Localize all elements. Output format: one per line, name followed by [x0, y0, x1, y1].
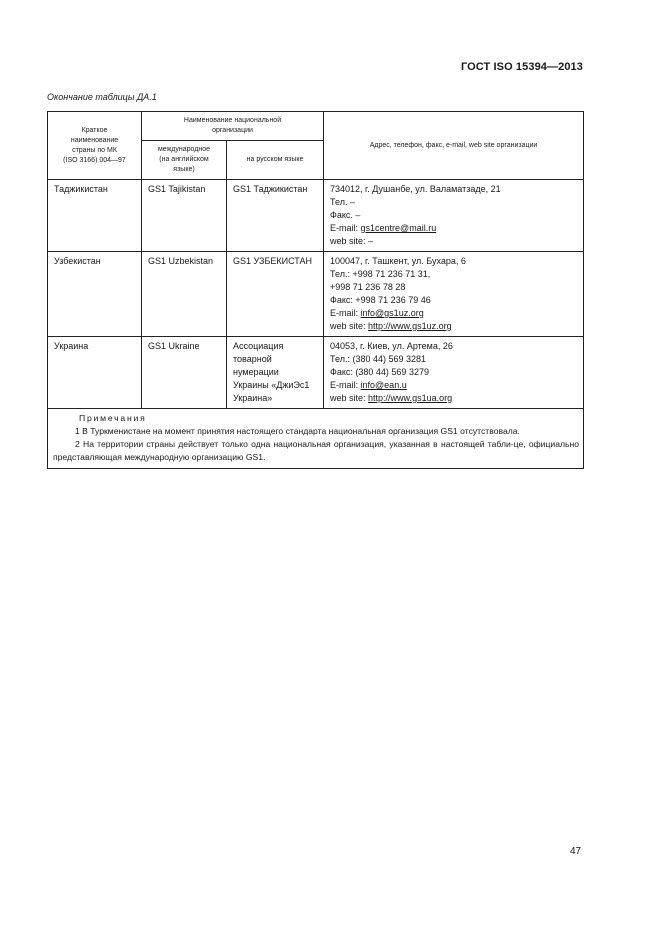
cell-international: GS1 Tajikistan: [142, 180, 227, 252]
cell-country: Таджикистан: [48, 180, 142, 252]
email-label: E-mail:: [330, 223, 361, 233]
web-label: web site:: [330, 321, 369, 331]
web-line: [330, 235, 578, 248]
address-line: 734012, г. Душанбе, ул. Валаматзаде, 21: [330, 184, 501, 194]
header-org-line: организации: [212, 127, 253, 134]
address-line: Тел.: (380 44) 569 3281: [330, 354, 427, 364]
cell-russian-line: GS1 УЗБЕКИСТАН: [233, 256, 312, 266]
cell-russian: [227, 337, 324, 409]
email-line: [330, 379, 578, 392]
email-line: [330, 222, 578, 235]
cell-russian: [227, 252, 324, 337]
header-international: [142, 141, 227, 180]
cell-russian-line: Украины «ДжиЭс1: [233, 380, 310, 390]
cell-russian-line: товарной: [233, 354, 272, 364]
header-org-name: [142, 112, 324, 141]
doc-header: ГОСТ ISO 15394—2013: [460, 61, 583, 73]
header-country-line: страны по МК: [72, 146, 117, 154]
page-number: 47: [570, 846, 582, 857]
cell-country: Узбекистан: [48, 252, 142, 337]
header-country: [48, 112, 142, 180]
note-item: 1 В Туркменистане на момент принятия настоящего стандарта национальная организация GS1 отсутствовала.: [75, 426, 520, 436]
web-link[interactable]: http://www.gs1ua.org: [368, 393, 453, 403]
web-line: [330, 320, 578, 333]
header-org-line: Наименование национальной: [183, 117, 282, 124]
notes-row: [48, 409, 584, 469]
header-intl-line: языке): [173, 166, 195, 173]
notes-title: Примечания: [79, 413, 147, 423]
address-line: +998 71 236 78 28: [330, 282, 406, 292]
cell-address: [324, 337, 584, 409]
cell-russian-line: нумерации: [233, 367, 279, 377]
address-line: Факс: (380 44) 569 3279: [330, 367, 429, 377]
header-country-line: (ISO 3166) 004—97: [63, 156, 126, 164]
email-line: [330, 307, 578, 320]
email-link[interactable]: info@gs1uz.org: [360, 308, 424, 318]
notes-cell: [48, 409, 584, 469]
table-caption: Окончание таблицы ДА.1: [47, 92, 157, 102]
header-intl-line: (на английском: [159, 156, 209, 163]
note-item: 2 На территории страны действует только одна национальная организация, указанная в настоящей табли-це, официально представляющая международную организацию GS1.: [53, 439, 580, 462]
email-label: E-mail:: [330, 380, 361, 390]
table-row: [48, 252, 584, 337]
cell-international: GS1 Uzbekistan: [142, 252, 227, 337]
address-line: Тел. –: [330, 197, 355, 207]
header-country-line: наименование: [70, 136, 119, 144]
cell-international: GS1 Ukraine: [142, 337, 227, 409]
table-row: [48, 180, 584, 252]
email-link[interactable]: gs1centre@mail.ru: [360, 223, 437, 233]
header-country-line: Краткое: [81, 126, 108, 134]
cell-russian-line: GS1 Таджикистан: [233, 184, 308, 194]
web-label: web site:: [330, 393, 369, 403]
header-address: Адрес, телефон, факс, e-mail, web site организации: [324, 112, 584, 180]
email-label: E-mail:: [330, 308, 361, 318]
web-line: [330, 392, 578, 405]
address-line: Факс: +998 71 236 79 46: [330, 295, 431, 305]
address-line: 100047, г. Ташкент, ул. Бухара, 6: [330, 256, 466, 266]
table-row: [48, 337, 584, 409]
cell-russian: [227, 180, 324, 252]
cell-address: [324, 252, 584, 337]
email-link[interactable]: info@ean.u: [360, 380, 407, 390]
cell-country: Украина: [48, 337, 142, 409]
address-line: Факс. –: [330, 210, 361, 220]
web-label: web site: –: [330, 236, 374, 246]
header-intl-line: международное: [157, 146, 211, 153]
gs1-organizations-table: [47, 111, 584, 469]
cell-russian-line: Украина»: [233, 393, 273, 403]
address-line: Тел.: +998 71 236 71 31,: [330, 269, 431, 279]
web-link[interactable]: http://www.gs1uz.org: [368, 321, 452, 331]
header-russian: на русском языке: [227, 141, 324, 180]
cell-russian-line: Ассоциация: [233, 341, 284, 351]
address-line: 04053, г. Киев, ул. Артема, 26: [330, 341, 453, 351]
cell-address: [324, 180, 584, 252]
